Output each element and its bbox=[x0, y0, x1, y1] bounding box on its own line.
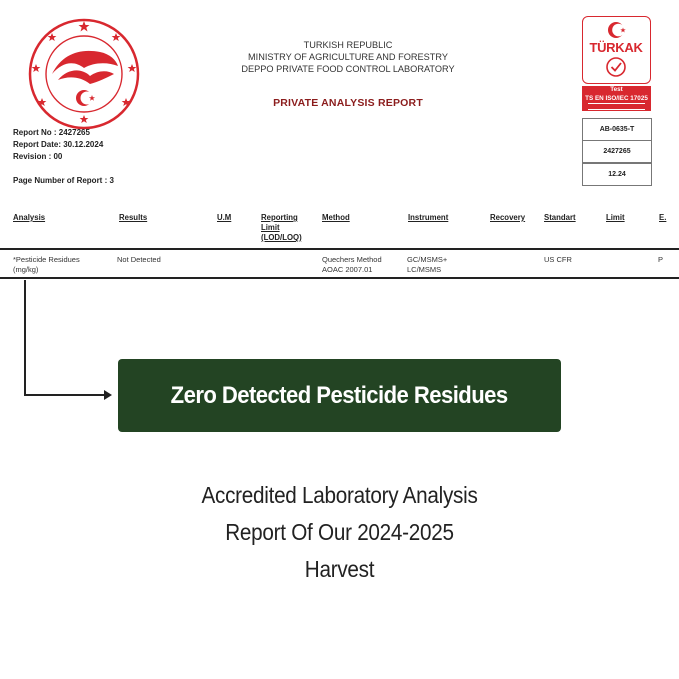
result-highlight-text: Zero Detected Pesticide Residues bbox=[171, 381, 508, 409]
table-top-rule bbox=[0, 248, 679, 250]
cell-instrument: GC/MSMS+ LC/MSMS bbox=[407, 255, 448, 274]
col-header-recovery: Recovery bbox=[490, 213, 526, 222]
accreditation-standard: TS EN ISO/IEC 17025 bbox=[585, 94, 648, 102]
accreditation-number: AB-0635-T bbox=[582, 118, 652, 141]
arrow-right-icon bbox=[104, 390, 112, 400]
connector-line-vertical bbox=[24, 280, 26, 395]
report-revision: Revision : 00 bbox=[13, 152, 63, 161]
col-header-analysis: Analysis bbox=[13, 213, 46, 222]
cell-standart: US CFR bbox=[544, 255, 572, 264]
report-title: PRIVATE ANALYSIS REPORT bbox=[273, 97, 423, 109]
cell-method: Quechers Method AOAC 2007.01 bbox=[322, 255, 382, 274]
accreditation-date: 12.24 bbox=[582, 163, 652, 186]
col-header-results: Results bbox=[119, 213, 148, 222]
col-header-instrument: Instrument bbox=[408, 213, 449, 222]
connector-line-horizontal bbox=[24, 394, 106, 396]
issuer-line-republic: TURKISH REPUBLIC bbox=[303, 40, 393, 50]
issuer-line-laboratory: DEPPO PRIVATE FOOD CONTROL LABORATORY bbox=[241, 64, 455, 74]
caption-line-3: Harvest bbox=[304, 556, 375, 582]
turkak-logo-text: TÜRKAK bbox=[589, 40, 643, 55]
cell-results: Not Detected bbox=[117, 255, 161, 264]
cell-analysis: *Pesticide Residues (mg/kg) bbox=[13, 255, 80, 274]
issuer-line-ministry: MINISTRY OF AGRICULTURE AND FORESTRY bbox=[248, 52, 448, 62]
col-header-limit: Limit bbox=[606, 213, 625, 222]
ministry-seal-logo bbox=[28, 18, 140, 130]
result-highlight-banner bbox=[118, 359, 561, 432]
turkak-logo bbox=[582, 16, 651, 84]
report-date: Report Date: 30.12.2024 bbox=[13, 140, 104, 149]
report-number: Report No : 2427265 bbox=[13, 128, 90, 137]
report-page-number: Page Number of Report : 3 bbox=[13, 176, 114, 185]
caption-line-1: Accredited Laboratory Analysis bbox=[201, 482, 478, 508]
accreditation-standard-band bbox=[582, 86, 651, 111]
issuer-heading bbox=[200, 39, 496, 75]
table-bottom-rule bbox=[0, 277, 679, 279]
col-header-reporting-limit: Reporting Limit (LOD/LOQ) bbox=[261, 213, 302, 242]
col-header-e: E. bbox=[659, 213, 667, 222]
col-header-standart: Standart bbox=[544, 213, 576, 222]
cell-e: P bbox=[658, 255, 664, 264]
barcode-strip-icon bbox=[588, 103, 645, 110]
caption-line-2: Report Of Our 2024-2025 bbox=[225, 519, 454, 545]
col-header-method: Method bbox=[322, 213, 350, 222]
col-header-um: U.M bbox=[217, 213, 232, 222]
accreditation-test-label: Test bbox=[610, 86, 623, 93]
caption-text bbox=[100, 477, 579, 588]
accreditation-report-number: 2427265 bbox=[582, 140, 652, 163]
